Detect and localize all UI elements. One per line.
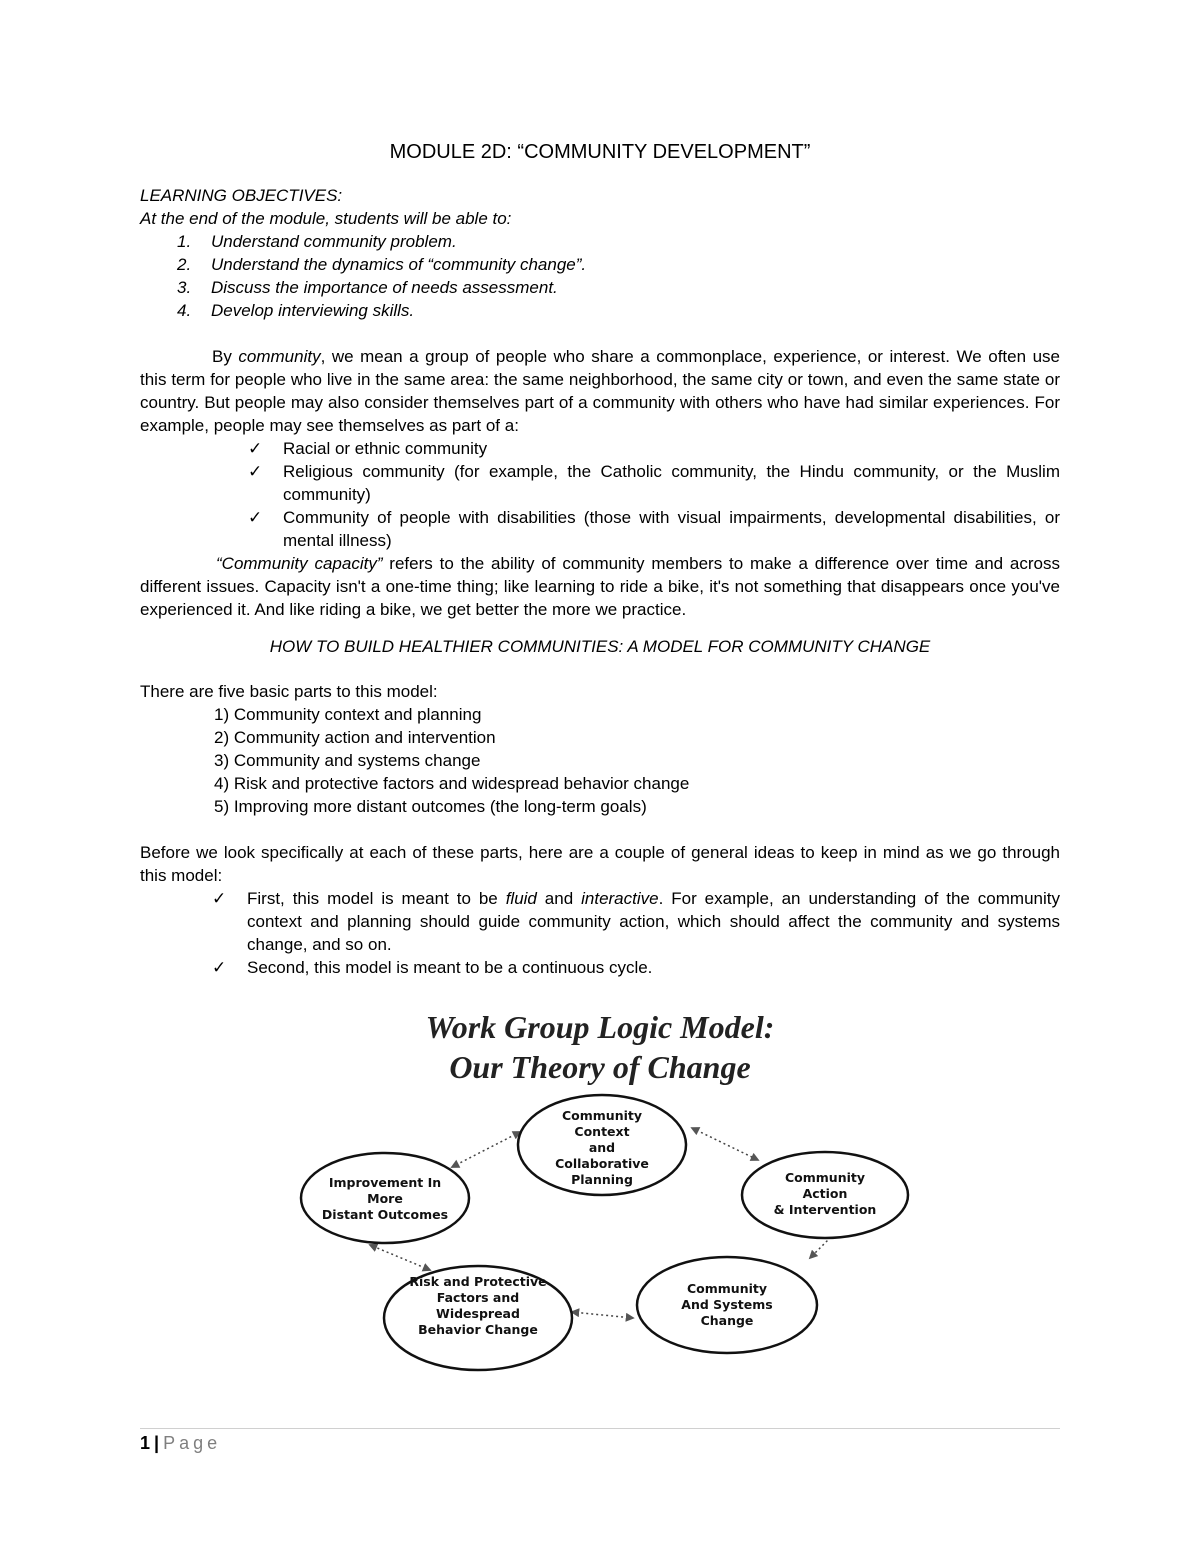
logic-model-diagram <box>290 1000 930 1380</box>
arrow-context-action <box>692 1128 758 1160</box>
checkmark-icon: ✓ <box>248 462 263 481</box>
paragraph-text: By <box>212 347 239 366</box>
objectives-intro: At the end of the module, students will be able to: <box>140 209 512 228</box>
checkmark-icon: ✓ <box>212 889 227 908</box>
checkmark-icon: ✓ <box>248 508 263 527</box>
list-item <box>140 506 1060 552</box>
node-context-line: Context <box>574 1124 630 1139</box>
objective-text: Understand the dynamics of “community change”. <box>211 255 587 274</box>
list-item <box>140 460 1060 506</box>
term-community: community <box>238 347 321 366</box>
objective-item <box>140 230 1060 253</box>
list-item: 3) Community and systems change <box>214 751 481 770</box>
node-improve-line: Distant Outcomes <box>321 1207 449 1222</box>
objectives-heading: LEARNING OBJECTIVES: <box>140 186 343 205</box>
node-risk-line: Widespread <box>436 1306 520 1321</box>
list-item-text: First, this model is meant to be fluid and interactive. For example, an understanding of the community context and planning should guide community action, which should affect the community and systems change, and so on. <box>247 889 1060 954</box>
objective-item <box>140 276 1060 299</box>
objectives-list <box>140 230 1060 322</box>
list-item: 2) Community action and intervention <box>214 728 496 747</box>
page-number: 1 <box>140 1433 151 1453</box>
node-systems-line: Change <box>700 1313 754 1328</box>
node-action-line: Community <box>784 1170 866 1185</box>
node-context-line: Community <box>561 1108 643 1123</box>
objective-item <box>140 253 1060 276</box>
list-item <box>140 437 1060 460</box>
list-item-text: Second, this model is meant to be a continuous cycle. <box>247 958 653 977</box>
page-title: MODULE 2D: “COMMUNITY DEVELOPMENT” <box>389 141 811 163</box>
list-item-text: Racial or ethnic community <box>283 439 488 458</box>
arrow-risk-improve <box>370 1245 430 1270</box>
term-community-capacity: “Community capacity” <box>216 554 383 573</box>
paragraph-text: , we mean a group of people who share a commonplace, experience, or interest. We often use this term for people who live in the same area: the same neighborhood, the same city or town, and even the same state or country. But people may also consider themselves part of a community with others who have had similar experiences. For example, people may see themselves as part of a: <box>140 347 1060 435</box>
document-body <box>140 138 1060 979</box>
node-context-line: Collaborative <box>555 1156 649 1171</box>
objective-item <box>140 299 1060 322</box>
list-item: 1) Community context and planning <box>214 705 482 724</box>
node-action-line: & Intervention <box>773 1202 877 1217</box>
node-risk-line: Risk and Protective <box>409 1274 547 1289</box>
node-improve-line: Improvement In <box>328 1175 442 1190</box>
page-label: Page <box>163 1433 222 1453</box>
objective-number: 4. <box>177 301 192 320</box>
list-item: 4) Risk and protective factors and widespread behavior change <box>214 774 690 793</box>
list-item-text: Community of people with disabilities (those with visual impairments, developmental disabilities, or mental illness) <box>283 508 1060 550</box>
objective-number: 3. <box>177 278 192 297</box>
community-definition-paragraph <box>140 345 1060 437</box>
objective-number: 1. <box>177 232 192 251</box>
section-heading: HOW TO BUILD HEALTHIER COMMUNITIES: A MODEL FOR COMMUNITY CHANGE <box>269 637 931 656</box>
list-item-text: Religious community (for example, the Catholic community, the Hindu community, or the Muslim community) <box>283 462 1060 504</box>
general-ideas-paragraph: Before we look specifically at each of these parts, here are a couple of general ideas to keep in mind as we go through this model: <box>140 843 1060 885</box>
objective-text: Develop interviewing skills. <box>211 301 415 320</box>
node-action-line: Action <box>802 1186 848 1201</box>
general-ideas-list <box>140 887 1060 979</box>
arrow-systems-risk <box>572 1312 633 1318</box>
community-capacity-paragraph <box>140 552 1060 621</box>
node-context-line: Planning <box>571 1172 633 1187</box>
node-risk-line: Behavior Change <box>418 1322 538 1337</box>
arrow-context-improve <box>452 1132 520 1167</box>
list-item <box>140 887 1060 956</box>
objective-number: 2. <box>177 255 192 274</box>
footer-separator: | <box>154 1433 160 1453</box>
list-item <box>140 956 1060 979</box>
model-parts-list <box>140 703 1060 818</box>
checkmark-icon: ✓ <box>248 439 263 458</box>
objective-text: Discuss the importance of needs assessment. <box>211 278 558 297</box>
node-systems-line: And Systems <box>681 1297 773 1312</box>
node-improve-line: More <box>367 1191 403 1206</box>
community-types-list <box>140 437 1060 552</box>
node-context-line: and <box>588 1140 616 1155</box>
node-risk-line: Factors and <box>436 1290 520 1305</box>
node-systems-line: Community <box>686 1281 768 1296</box>
list-item: 5) Improving more distant outcomes (the long-term goals) <box>214 797 647 816</box>
page-footer <box>140 1428 1060 1454</box>
objective-text: Understand community problem. <box>211 232 457 251</box>
paragraph-text: refers to the ability of community members to make a difference over time and across different issues. Capacity isn't a one-time thing; like learning to ride a bike, it's not something that disappears once you've experienced it. And like riding a bike, we get better the more we practice. <box>140 554 1060 619</box>
diagram-title-line2: Our Theory of Change <box>449 1049 751 1085</box>
checkmark-icon: ✓ <box>212 958 227 977</box>
diagram-title-line1: Work Group Logic Model: <box>425 1009 775 1045</box>
parts-intro: There are five basic parts to this model: <box>140 682 438 701</box>
